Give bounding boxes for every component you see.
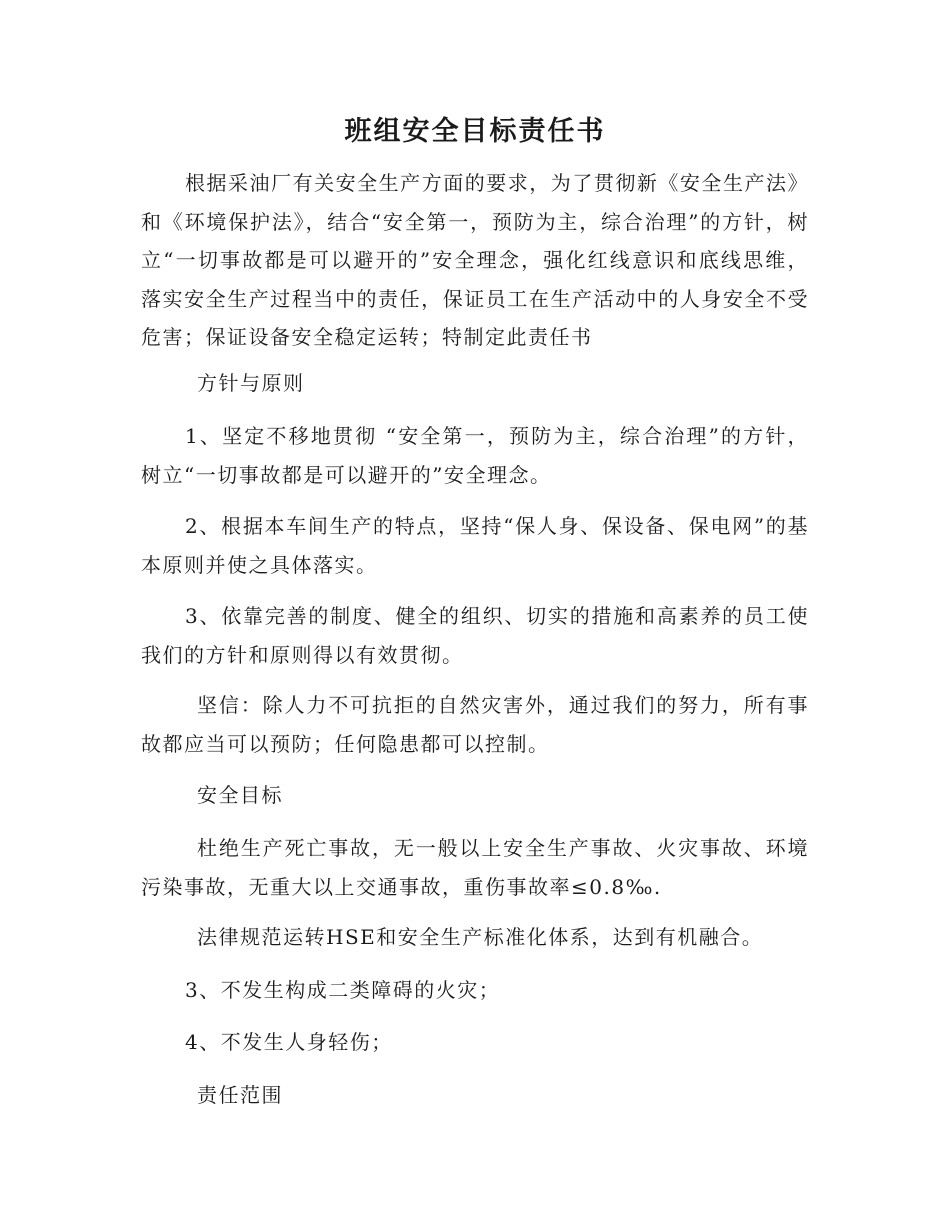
paragraph-principle-2: 2、根据本车间生产的特点，坚持“保人身、保设备、保电网”的基本原则并使之具体落实。 xyxy=(141,514,809,577)
paragraph-goal-4: 4、不发生人身轻伤； xyxy=(185,1030,393,1054)
section-heading-principles: 方针与原则 xyxy=(197,371,305,395)
paragraph-goal-3: 3、不发生构成二类障碍的火灾； xyxy=(185,978,501,1002)
paragraph-principle-1: 1、坚定不移地贯彻 “安全第一，预防为主，综合治理”的方针，树立“一切事故都是可以避开的”安全理念。 xyxy=(141,424,809,487)
section-heading-goals: 安全目标 xyxy=(197,783,283,807)
paragraph-goal-accidents: 杜绝生产死亡事故，无一般以上安全生产事故、火灾事故、环境污染事故，无重大以上交通事故，重伤事故率≤0.8‰. xyxy=(141,836,809,899)
section-heading-scope: 责任范围 xyxy=(197,1083,283,1107)
document-title: 班组安全目标责任书 xyxy=(344,116,606,147)
paragraph-belief: 坚信：除人力不可抗拒的自然灾害外，通过我们的努力，所有事故都应当可以预防；任何隐患都可以控制。 xyxy=(141,693,809,756)
paragraph-goal-hse: 法律规范运转HSE和安全生产标准化体系，达到有机融合。 xyxy=(197,925,764,949)
paragraph-principle-3: 3、依靠完善的制度、健全的组织、切实的措施和高素养的员工使我们的方针和原则得以有效贯彻。 xyxy=(141,604,809,667)
paragraph-intro: 根据采油厂有关安全生产方面的要求，为了贯彻新《安全生产法》和《环境保护法》，结合“安全第一，预防为主，综合治理”的方针，树立“一切事故都是可以避开的”安全理念，强化红线意识和底线思维，落实安全生产过程当中的责任，保证员工在生产活动中的人身安全不受危害；保证设备安全稳定运转；特制定此责任书 xyxy=(141,171,809,349)
